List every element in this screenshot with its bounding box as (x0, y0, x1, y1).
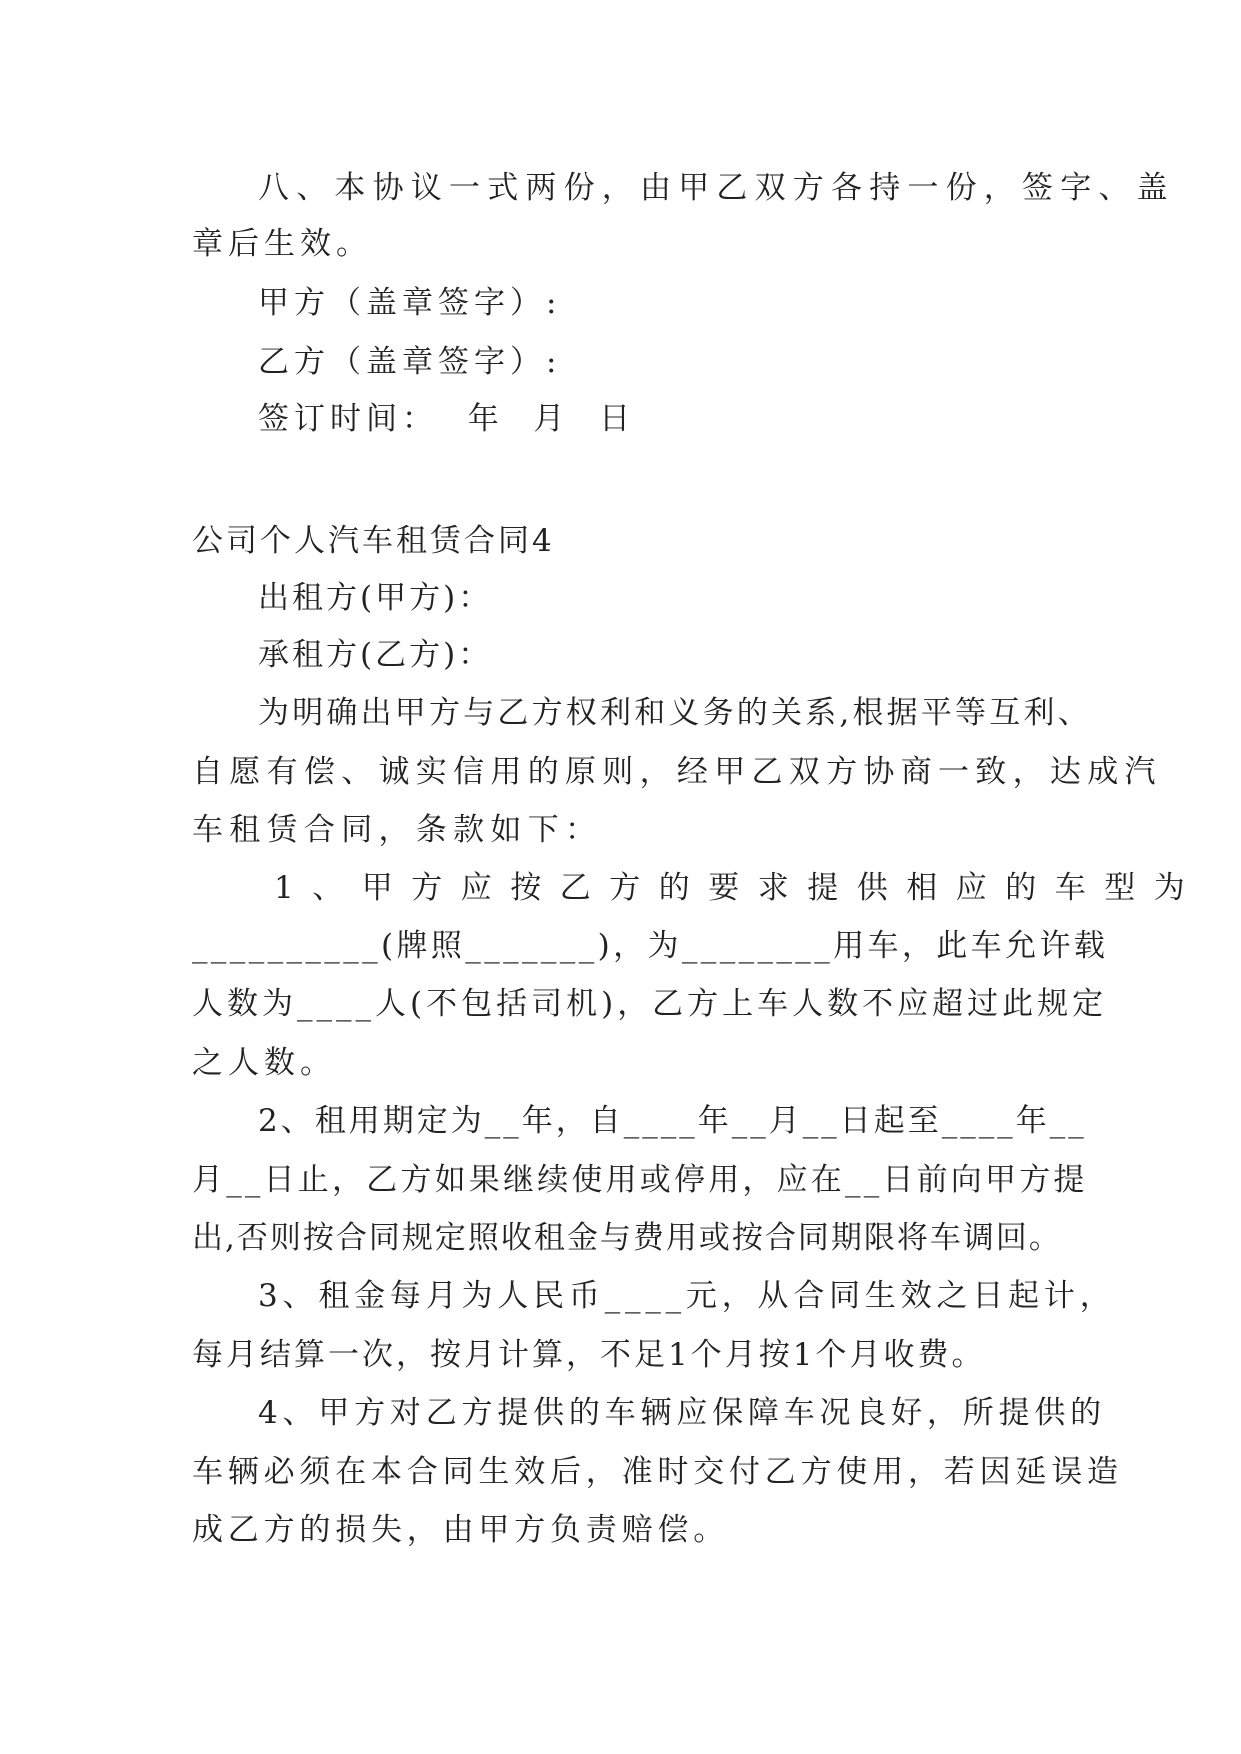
clause-2-line-2: 月__日止，乙方如果继续使用或停用，应在__日前向甲方提 (192, 1162, 1088, 1198)
preamble-line-2: 自愿有偿、诚实信用的原则，经甲乙双方协商一致，达成汽 (192, 754, 1162, 790)
preamble-line-1: 为明确出甲方与乙方权利和义务的关系,根据平等互利、 (258, 695, 1092, 731)
signing-date-label: 签订时间： 年 月 日 (258, 401, 636, 437)
clause-4-line-2: 车辆必须在本合同生效后，准时交付乙方使用，若因延误造 (192, 1454, 1123, 1490)
clause-8-line-1: 八、本协议一式两份，由甲乙双方各持一份，签字、盖 (258, 170, 1175, 206)
clause-1-line-1: 1、甲方应按乙方的要求提供相应的车型为 (274, 870, 1204, 906)
clause-4-line-1: 4、甲方对乙方提供的车辆应保障车况良好，所提供的 (258, 1395, 1106, 1431)
clause-3-line-1: 3、租金每月为人民币____元，从合同生效之日起计， (258, 1278, 1116, 1314)
clause-3-line-2: 每月结算一次，按月计算，不足1个月按1个月收费。 (192, 1337, 986, 1373)
clause-1-line-3: 人数为____人(不包括司机)，乙方上车人数不应超过此规定 (192, 986, 1108, 1022)
party-b-signature-label: 乙方（盖章签字）: (258, 344, 562, 380)
clause-1-line-4: 之人数。 (192, 1045, 336, 1081)
clause-1-line-2: __________(牌照_______)，为________用车，此车允许载 (192, 928, 1109, 964)
clause-2-line-1: 2、租用期定为__年，自____年__月__日起至____年__ (258, 1103, 1087, 1139)
lessee-label: 承租方(乙方)： (258, 637, 493, 673)
preamble-line-3: 车租赁合同，条款如下： (192, 812, 603, 848)
clause-8-line-2: 章后生效。 (192, 226, 372, 262)
contract-title: 公司个人汽车租赁合同4 (192, 523, 555, 559)
clause-2-line-3: 出,否则按合同规定照收租金与费用或按合同期限将车调回。 (192, 1220, 1062, 1256)
lessor-label: 出租方(甲方)： (258, 580, 493, 616)
party-a-signature-label: 甲方（盖章签字）: (258, 285, 562, 321)
clause-4-line-3: 成乙方的损失，由甲方负责赔偿。 (192, 1512, 729, 1548)
